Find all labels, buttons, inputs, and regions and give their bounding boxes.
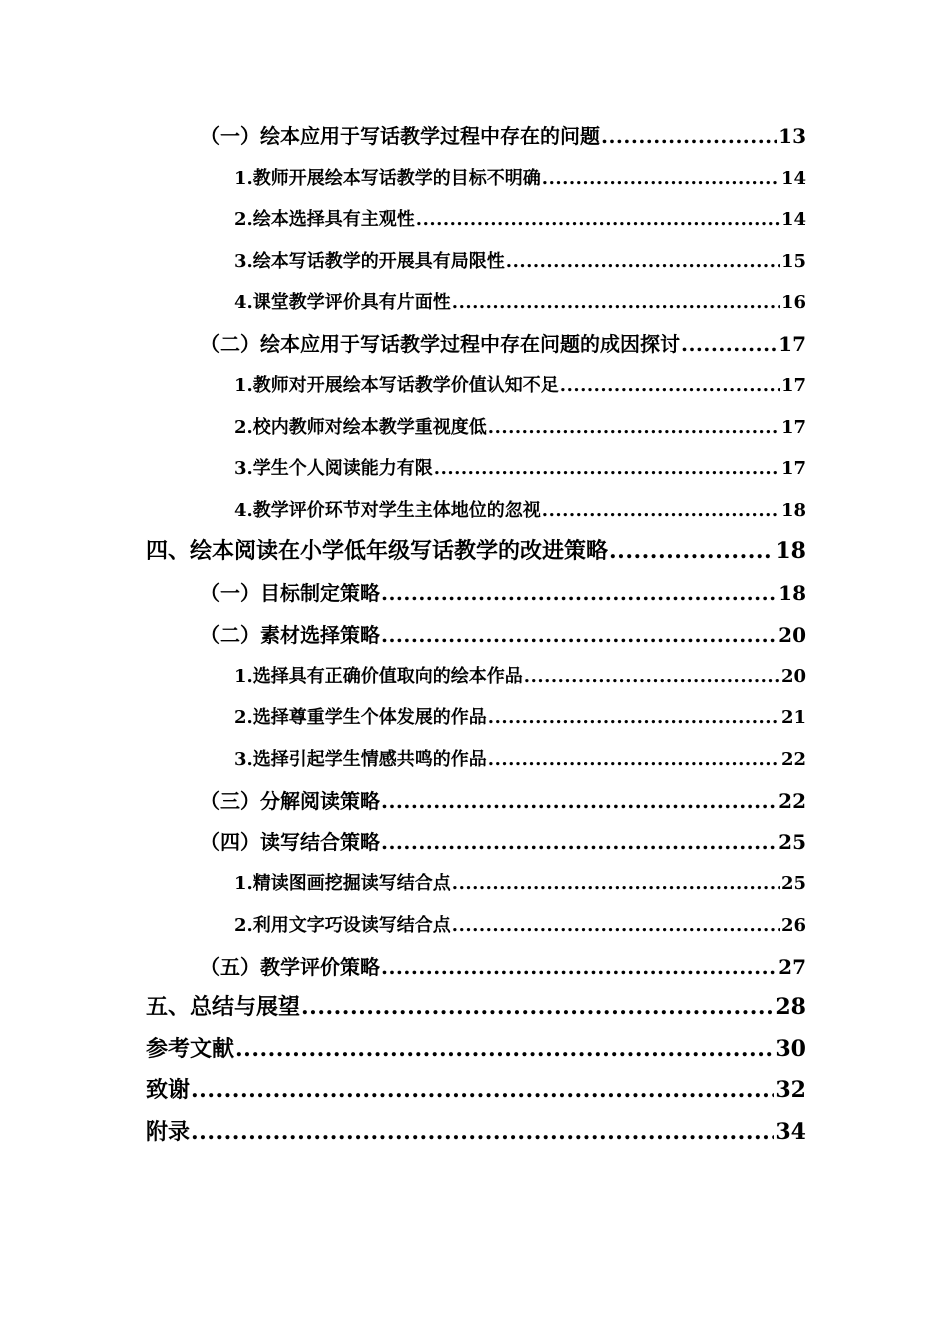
toc-entry-title: 1.教师对开展绘本写话教学价值认知不足 [234, 375, 559, 396]
toc-entry-title: 3.绘本写话教学的开展具有局限性 [234, 251, 505, 272]
dot-leader [191, 1117, 774, 1147]
toc-entry[interactable] [234, 248, 806, 276]
toc-entry[interactable] [234, 497, 806, 525]
toc-entry[interactable] [200, 578, 806, 608]
toc-entry[interactable] [234, 746, 806, 774]
toc-entry[interactable] [234, 165, 806, 193]
toc-entry-title: 2.绘本选择具有主观性 [234, 209, 415, 230]
toc-entry[interactable] [200, 620, 806, 650]
toc-entry-page: 28 [775, 994, 806, 1020]
toc-entry-page: 17 [780, 458, 806, 479]
dot-leader [542, 165, 780, 193]
toc-entry-title: 3.选择引起学生情感共鸣的作品 [234, 749, 487, 770]
dot-leader [381, 786, 777, 816]
toc-entry-page: 22 [778, 789, 806, 813]
dot-leader [381, 578, 777, 608]
toc-entry-title: 4.课堂教学评价具有片面性 [234, 292, 451, 313]
toc-entry-page: 17 [780, 417, 806, 438]
toc-entry-page: 14 [780, 209, 806, 230]
toc-entry[interactable] [146, 992, 806, 1022]
toc-entry-page: 17 [780, 375, 806, 396]
toc-entry[interactable] [200, 786, 806, 816]
toc-entry-title: 4.教学评价环节对学生主体地位的忽视 [234, 500, 541, 521]
toc-entry[interactable] [234, 414, 806, 442]
toc-entry-title: （三）分解阅读策略 [200, 789, 380, 813]
toc-entry-title: 1.教师开展绘本写话教学的目标不明确 [234, 168, 541, 189]
toc-entry-title: 参考文献 [146, 1036, 235, 1062]
toc-entry-page: 17 [778, 332, 806, 356]
toc-entry-page: 20 [780, 666, 806, 687]
toc-entry-title: 五、总结与展望 [146, 994, 301, 1020]
toc-entry-title: 1.精读图画挖掘读写结合点 [234, 873, 451, 894]
toc-entry[interactable] [146, 536, 806, 566]
toc-entry[interactable] [234, 870, 806, 898]
toc-entry-title: （一）绘本应用于写话教学过程中存在的问题 [200, 124, 600, 148]
dot-leader [381, 827, 777, 857]
toc-entry-page: 30 [775, 1036, 806, 1062]
toc-entry-title: 2.利用文字巧设读写结合点 [234, 915, 451, 936]
toc-entry-page: 18 [778, 581, 806, 605]
toc-entry-page: 18 [780, 500, 806, 521]
toc-entry[interactable] [234, 372, 806, 400]
dot-leader [601, 121, 777, 151]
toc-entry-page: 15 [780, 251, 806, 272]
dot-leader [506, 248, 780, 276]
dot-leader [488, 704, 780, 732]
toc-entry-title: 2.校内教师对绘本教学重视度低 [234, 417, 487, 438]
toc-entry[interactable] [200, 952, 806, 982]
dot-leader [452, 912, 780, 940]
dot-leader [488, 414, 780, 442]
dot-leader [191, 1075, 774, 1105]
dot-leader [609, 536, 774, 566]
toc-entry-title: 3.学生个人阅读能力有限 [234, 458, 433, 479]
toc-entry-page: 14 [780, 168, 806, 189]
toc-entry-page: 13 [778, 124, 806, 148]
toc-entry-page: 25 [778, 830, 806, 854]
toc-entry-page: 16 [780, 292, 806, 313]
toc-entry-page: 27 [778, 955, 806, 979]
toc-entry-title: 1.选择具有正确价值取向的绘本作品 [234, 666, 523, 687]
toc-entry-title: （二）素材选择策略 [200, 623, 380, 647]
toc-entry-title: （五）教学评价策略 [200, 955, 380, 979]
toc-entry[interactable] [234, 912, 806, 940]
dot-leader [381, 952, 777, 982]
toc-entry[interactable] [234, 704, 806, 732]
toc-entry-title: 附录 [146, 1119, 191, 1145]
dot-leader [452, 870, 780, 898]
toc-entry-title: （四）读写结合策略 [200, 830, 380, 854]
dot-leader [524, 663, 780, 691]
toc-entry-page: 20 [778, 623, 806, 647]
toc-entry-title: （一）目标制定策略 [200, 581, 380, 605]
toc-entry[interactable] [146, 1034, 806, 1064]
toc-entry[interactable] [234, 206, 806, 234]
dot-leader [560, 372, 780, 400]
toc-entry-page: 34 [775, 1119, 806, 1145]
toc-entry[interactable] [234, 289, 806, 317]
dot-leader [416, 206, 780, 234]
toc-entry-title: 致谢 [146, 1077, 191, 1103]
toc-entry[interactable] [200, 827, 806, 857]
dot-leader [488, 746, 780, 774]
dot-leader [381, 620, 777, 650]
toc-entry[interactable] [200, 329, 806, 359]
toc-entry-title: （二）绘本应用于写话教学过程中存在问题的成因探讨 [200, 332, 680, 356]
toc-entry-page: 22 [780, 749, 806, 770]
toc-entry-page: 32 [775, 1077, 806, 1103]
toc-entry-page: 18 [775, 538, 806, 564]
toc-entry[interactable] [146, 1075, 806, 1105]
dot-leader [681, 329, 777, 359]
dot-leader [434, 455, 780, 483]
toc-entry[interactable] [200, 121, 806, 151]
dot-leader [301, 992, 774, 1022]
dot-leader [452, 289, 780, 317]
toc-entry-title: 2.选择尊重学生个体发展的作品 [234, 707, 487, 728]
toc-entry-title: 四、绘本阅读在小学低年级写话教学的改进策略 [146, 538, 609, 564]
toc-entry[interactable] [146, 1117, 806, 1147]
toc-entry-page: 25 [780, 873, 806, 894]
toc-entry-page: 21 [780, 707, 806, 728]
toc-entry[interactable] [234, 455, 806, 483]
toc-entry-page: 26 [780, 915, 806, 936]
toc-entry[interactable] [234, 663, 806, 691]
dot-leader [235, 1034, 774, 1064]
dot-leader [542, 497, 780, 525]
